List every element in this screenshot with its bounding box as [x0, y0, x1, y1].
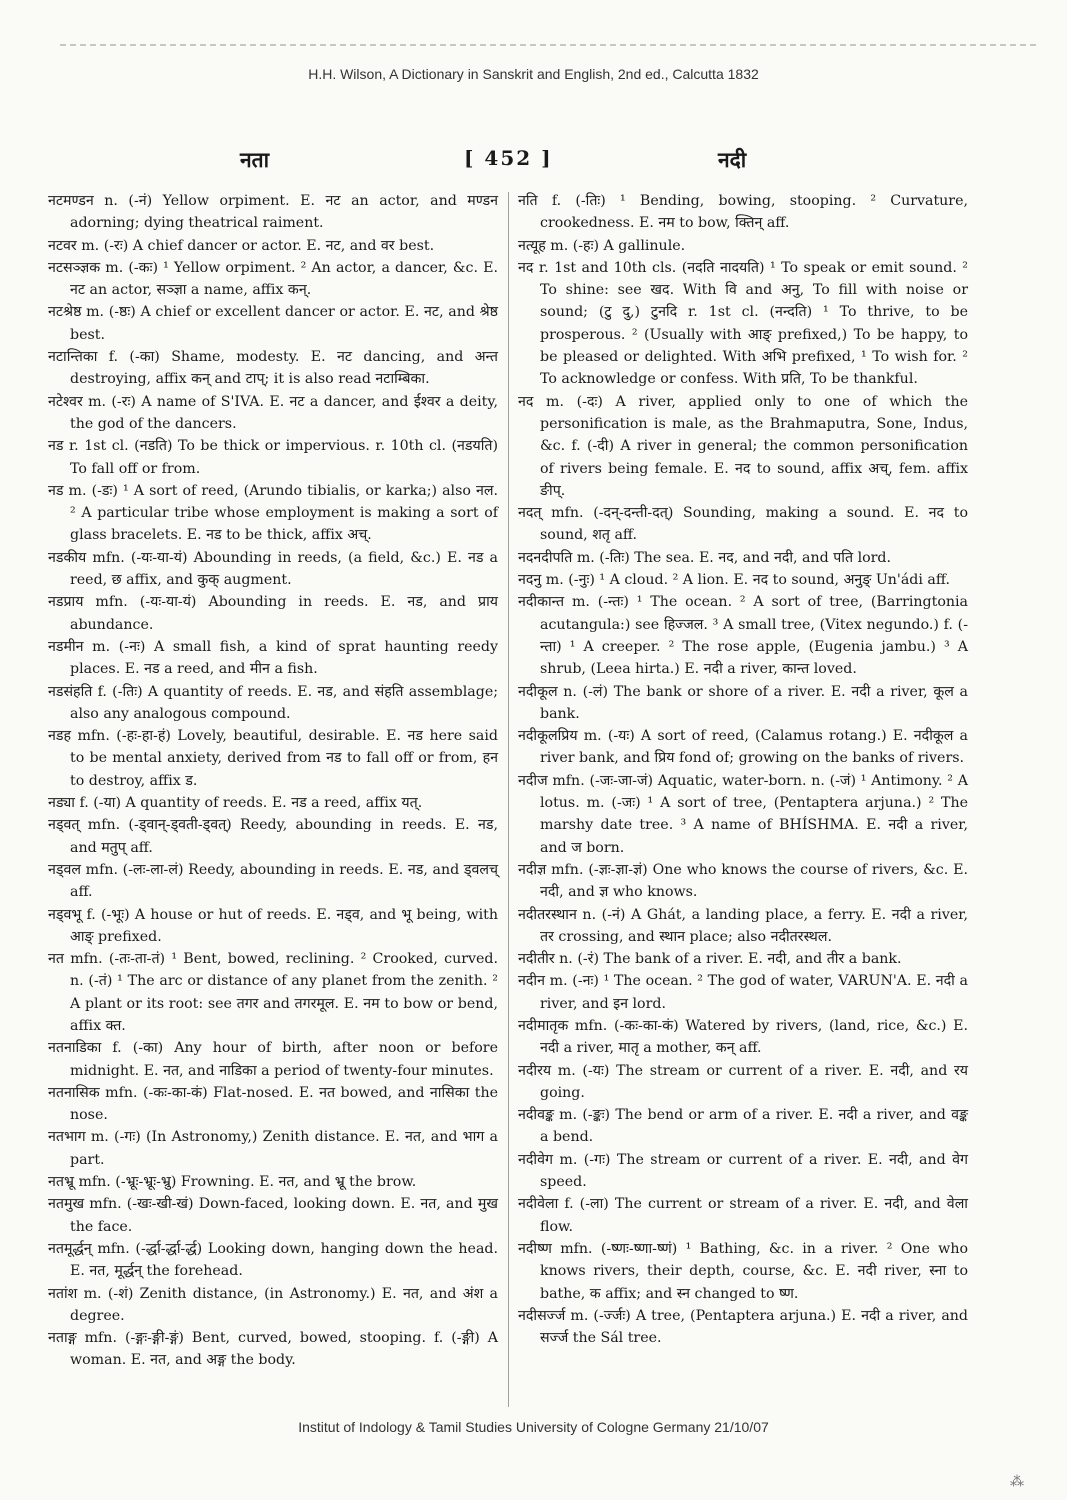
dictionary-entry: नदीवेला f. (-ला) The current or stream of a river. E. नदी, and वेला flow.	[518, 1196, 968, 1235]
dictionary-entry: नदीमातृक mfn. (-कः-का-कं) Watered by rivers, (land, rice, &c.) E. नदी a river, मातृ a mother, कन् aff.	[518, 1017, 968, 1057]
dictionary-entry: नडमीन m. (-नः) A small fish, a kind of sprat haunting reedy places. E. नड a reed, and मीन a fish.	[48, 638, 498, 678]
dictionary-entry: नडकीय mfn. (-यः-या-यं) Abounding in reeds, (a field, &c.) E. नड a reed, छ affix, and कुक् augment.	[48, 549, 498, 589]
dictionary-entry: नद m. (-दः) A river, applied only to one of which the personification is male, as the Brahmaputra, Sone, Indus, &c. f. (-दी) A river in general; the common personification of rivers being female. E. नद to sound, affix अच्, fem. affix ङीप्.	[518, 393, 968, 499]
dictionary-entry: नद r. 1st and 10th cls. (नदति नादयति) ¹ To speak or emit sound. ² To shine: see खद. With वि and अनु, To fill with noise or sound; (टु दु,) टुनदि r. 1st cl. (नन्दति) ¹ To thrive, to be prosperous. ² (Usually with आङ् prefixed,) To be happy, to be pleased or delighted. With अभि prefixed, ¹ To wish for. ² To acknowledge or confess. With प्रति, To be thankful.	[518, 259, 968, 388]
dictionary-entry: नतभ्रू mfn. (-भ्रूः-भ्रूः-भ्रु) Frowning. E. नत, and भ्रू the brow.	[48, 1174, 417, 1191]
dictionary-entry: नड्वभू f. (-भूः) A house or hut of reeds. E. नड्व, and भू being, with आङ् prefixed.	[48, 906, 498, 945]
dictionary-entry: नड्वत् mfn. (-ड्वान्-ड्वती-ड्वत्) Reedy, abounding in reeds. E. नड, and मतुप् aff.	[48, 817, 498, 856]
dictionary-entry: नदीकूल n. (-लं) The bank or shore of a river. E. नदी a river, कूल a bank.	[518, 683, 968, 722]
dictionary-entry: नदीवङ्क m. (-ङ्कः) The bend or arm of a river. E. नदी a river, and वङ्क a bend.	[518, 1107, 968, 1146]
dictionary-entry: नदीज्ञ mfn. (-ज्ञः-ज्ञा-ज्ञं) One who knows the course of rivers, &c. E. नदी, and ज्ञ who knows.	[518, 861, 968, 901]
digitization-credit: Institut of Indology & Tamil Studies University of Cologne Germany 21/10/07	[298, 1419, 769, 1435]
dictionary-entry: नदीकान्त m. (-न्तः) ¹ The ocean. ² A sort of tree, (Barringtonia acutangula:) see हिज्जल. ³ A small tree, (Vitex negundo.) f. (-न्ता) ¹ A creeper. ² The rose apple, (Eugenia jambu.) ³ A shrub, (Leea hirta.) E. नदी a river, कान्त loved.	[518, 594, 968, 678]
dictionary-entry: नतनाडिका f. (-का) Any hour of birth, after noon or before midnight. E. नत, and नाडिका a period of twenty-four minutes.	[48, 1040, 498, 1079]
dictionary-entry: नदीष्ण mfn. (-ष्णः-ष्णा-ष्णं) ¹ Bathing, &c. in a river. ² One who knows rivers, their depth, course, &c. E. नदी river, स्ना to bathe, क affix; and स्न changed to ष्ण.	[518, 1240, 968, 1302]
dictionary-entry: नदीवेग m. (-गः) The stream or current of a river. E. नदी, and वेग speed.	[518, 1151, 969, 1191]
dictionary-entry: नटमण्डन n. (-नं) Yellow orpiment. E. नट an actor, and मण्डन adorning; dying theatrical raiment.	[48, 193, 498, 232]
dictionary-entry: नदीतरस्थान n. (-नं) A Ghát, a landing place, a ferry. E. नदी a river, तर crossing, and स्थान place; also नदीतरस्थल.	[518, 906, 968, 945]
dictionary-entry: नदीज mfn. (-जः-जा-जं) Aquatic, water-born. n. (-जं) ¹ Antimony. ² A lotus. m. (-जः) ¹ A sort of tree, (Pentaptera arjuna.) ² The marshy date tree. ³ A name of BHÍSHMA. E. नदी a river, and ज born.	[518, 772, 968, 856]
dictionary-entry: नतमुख mfn. (-खः-खी-खं) Down-faced, looking down. E. नत, and मुख the face.	[48, 1196, 498, 1235]
dictionary-entry: नदनु m. (-नुः) ¹ A cloud. ² A lion. E. नद to sound, अनुङ् Un'ádi aff.	[518, 572, 950, 589]
dictionary-entry: नतांश m. (-शं) Zenith distance, (in Astronomy.) E. नत, and अंश a degree.	[48, 1285, 498, 1324]
left-column	[48, 190, 498, 1372]
dictionary-entry: नति f. (-तिः) ¹ Bending, bowing, stooping. ² Curvature, crookedness. E. नम to bow, क्तिन् aff.	[518, 193, 968, 232]
right-column	[518, 190, 968, 1349]
dictionary-entry: नदीन m. (-नः) ¹ The ocean. ² The god of water, VARUN'A. E. नदी a river, and इन lord.	[518, 973, 968, 1012]
dictionary-entry: नतमूर्द्धन् mfn. (-र्द्धा-र्द्धा-र्द्ध) Looking down, hanging down the head. E. नत, मूर्द्धन् the forehead.	[48, 1240, 498, 1280]
dictionary-entry: नटश्रेष्ठ m. (-ष्ठः) A chief or excellent dancer or actor. E. नट, and श्रेष्ठ best.	[48, 304, 498, 343]
dictionary-entry: नदीतीर n. (-रं) The bank of a river. E. नदी, and तीर a bank.	[518, 951, 902, 968]
running-head-left: नता	[240, 147, 270, 172]
page-number: [ 452 ]	[464, 146, 553, 170]
dictionary-entry: नड्या f. (-या) A quantity of reeds. E. नड a reed, affix यत्.	[48, 795, 423, 812]
dictionary-entry: नडह mfn. (-हः-हा-हं) Lovely, beautiful, desirable. E. नड here said to be mental anxiety, derived from नड to fall off or from, हन to destroy, affix ड.	[48, 728, 498, 789]
dictionary-entry: नड्वल mfn. (-लः-ला-लं) Reedy, abounding in reeds. E. नड, and ड्वलच् aff.	[48, 861, 498, 901]
dictionary-entry: नडसंहति f. (-तिः) A quantity of reeds. E. नड, and संहति assemblage; also any analogous compound.	[48, 683, 498, 722]
dictionary-entry: नटान्तिका f. (-का) Shame, modesty. E. नट dancing, and अन्त destroying, affix कन् and टाप्; it is also read नटाम्बिका.	[48, 349, 498, 388]
dictionary-entry: नटेश्वर m. (-रः) A name of S'IVA. E. नट a dancer, and ईश्वर a deity, the god of the dancers.	[48, 393, 498, 432]
dictionary-entry: नदीसर्ज्ज m. (-र्ज्जः) A tree, (Pentaptera arjuna.) E. नदी a river, and सर्ज्ज the Sál tree.	[518, 1307, 968, 1347]
dictionary-entry: नदीकूलप्रिय m. (-यः) A sort of reed, (Calamus rotang.) E. नदीकूल a river bank, and प्रिय fond of; growing on the banks of rivers.	[518, 728, 968, 767]
scan-artifact-line	[60, 44, 1040, 46]
dictionary-entry: नत mfn. (-तः-ता-तं) ¹ Bent, bowed, reclining. ² Crooked, curved. n. (-तं) ¹ The arc or distance of any planet from the zenith. ² A plant or its root: see तगर and तगरमूल. E. नम to bow or bend, affix क्त.	[48, 951, 498, 1034]
dictionary-entry: नटवर m. (-रः) A chief dancer or actor. E. नट, and वर best.	[48, 237, 435, 254]
column-divider	[508, 192, 509, 1407]
dictionary-entry: नड m. (-डः) ¹ A sort of reed, (Arundo tibialis, or karka;) also नल. ² A particular tribe whose employment is making a sort of glass bracelets. E. नड to be thick, affix अच्.	[48, 482, 498, 544]
dictionary-entry: नताङ्ग mfn. (-ङ्गः-ङ्गी-ङ्गं) Bent, curved, bowed, stooping. f. (-ङ्गी) A woman. E. नत, and अङ्ग the body.	[48, 1330, 498, 1369]
source-citation: H.H. Wilson, A Dictionary in Sanskrit and English, 2nd ed., Calcutta 1832	[308, 66, 759, 82]
dictionary-entry: नटसञ्ज्ञक m. (-कः) ¹ Yellow orpiment. ² An actor, a dancer, &c. E. नट an actor, सञ्ज्ञा a name, affix कन्.	[48, 259, 498, 299]
dictionary-entry: नदीरय m. (-यः) The stream or current of a river. E. नदी, and रय going.	[518, 1062, 968, 1101]
dictionary-entry: नतनासिक mfn. (-कः-का-कं) Flat-nosed. E. नत bowed, and नासिका the nose.	[48, 1084, 498, 1124]
dictionary-entry: नदनदीपति m. (-तिः) The sea. E. नद, and नदी, and पति lord.	[518, 549, 892, 566]
running-head-right: नदी	[718, 147, 747, 172]
dictionary-entry: नत्यूह m. (-हः) A gallinule.	[518, 237, 686, 254]
corner-mark: ⁂	[1010, 1474, 1024, 1490]
dictionary-entry: नदत् mfn. (-दन्-दन्ती-दत्) Sounding, making a sound. E. नद to sound, शतृ aff.	[518, 505, 968, 544]
dictionary-entry: नतभाग m. (-गः) (In Astronomy,) Zenith distance. E. नत, and भाग a part.	[48, 1129, 498, 1168]
dictionary-entry: नड r. 1st cl. (नडति) To be thick or impervious. r. 10th cl. (नडयति) To fall off or from.	[48, 438, 498, 477]
dictionary-entry: नडप्राय mfn. (-यः-या-यं) Abounding in reeds. E. नड, and प्राय abundance.	[48, 594, 498, 633]
